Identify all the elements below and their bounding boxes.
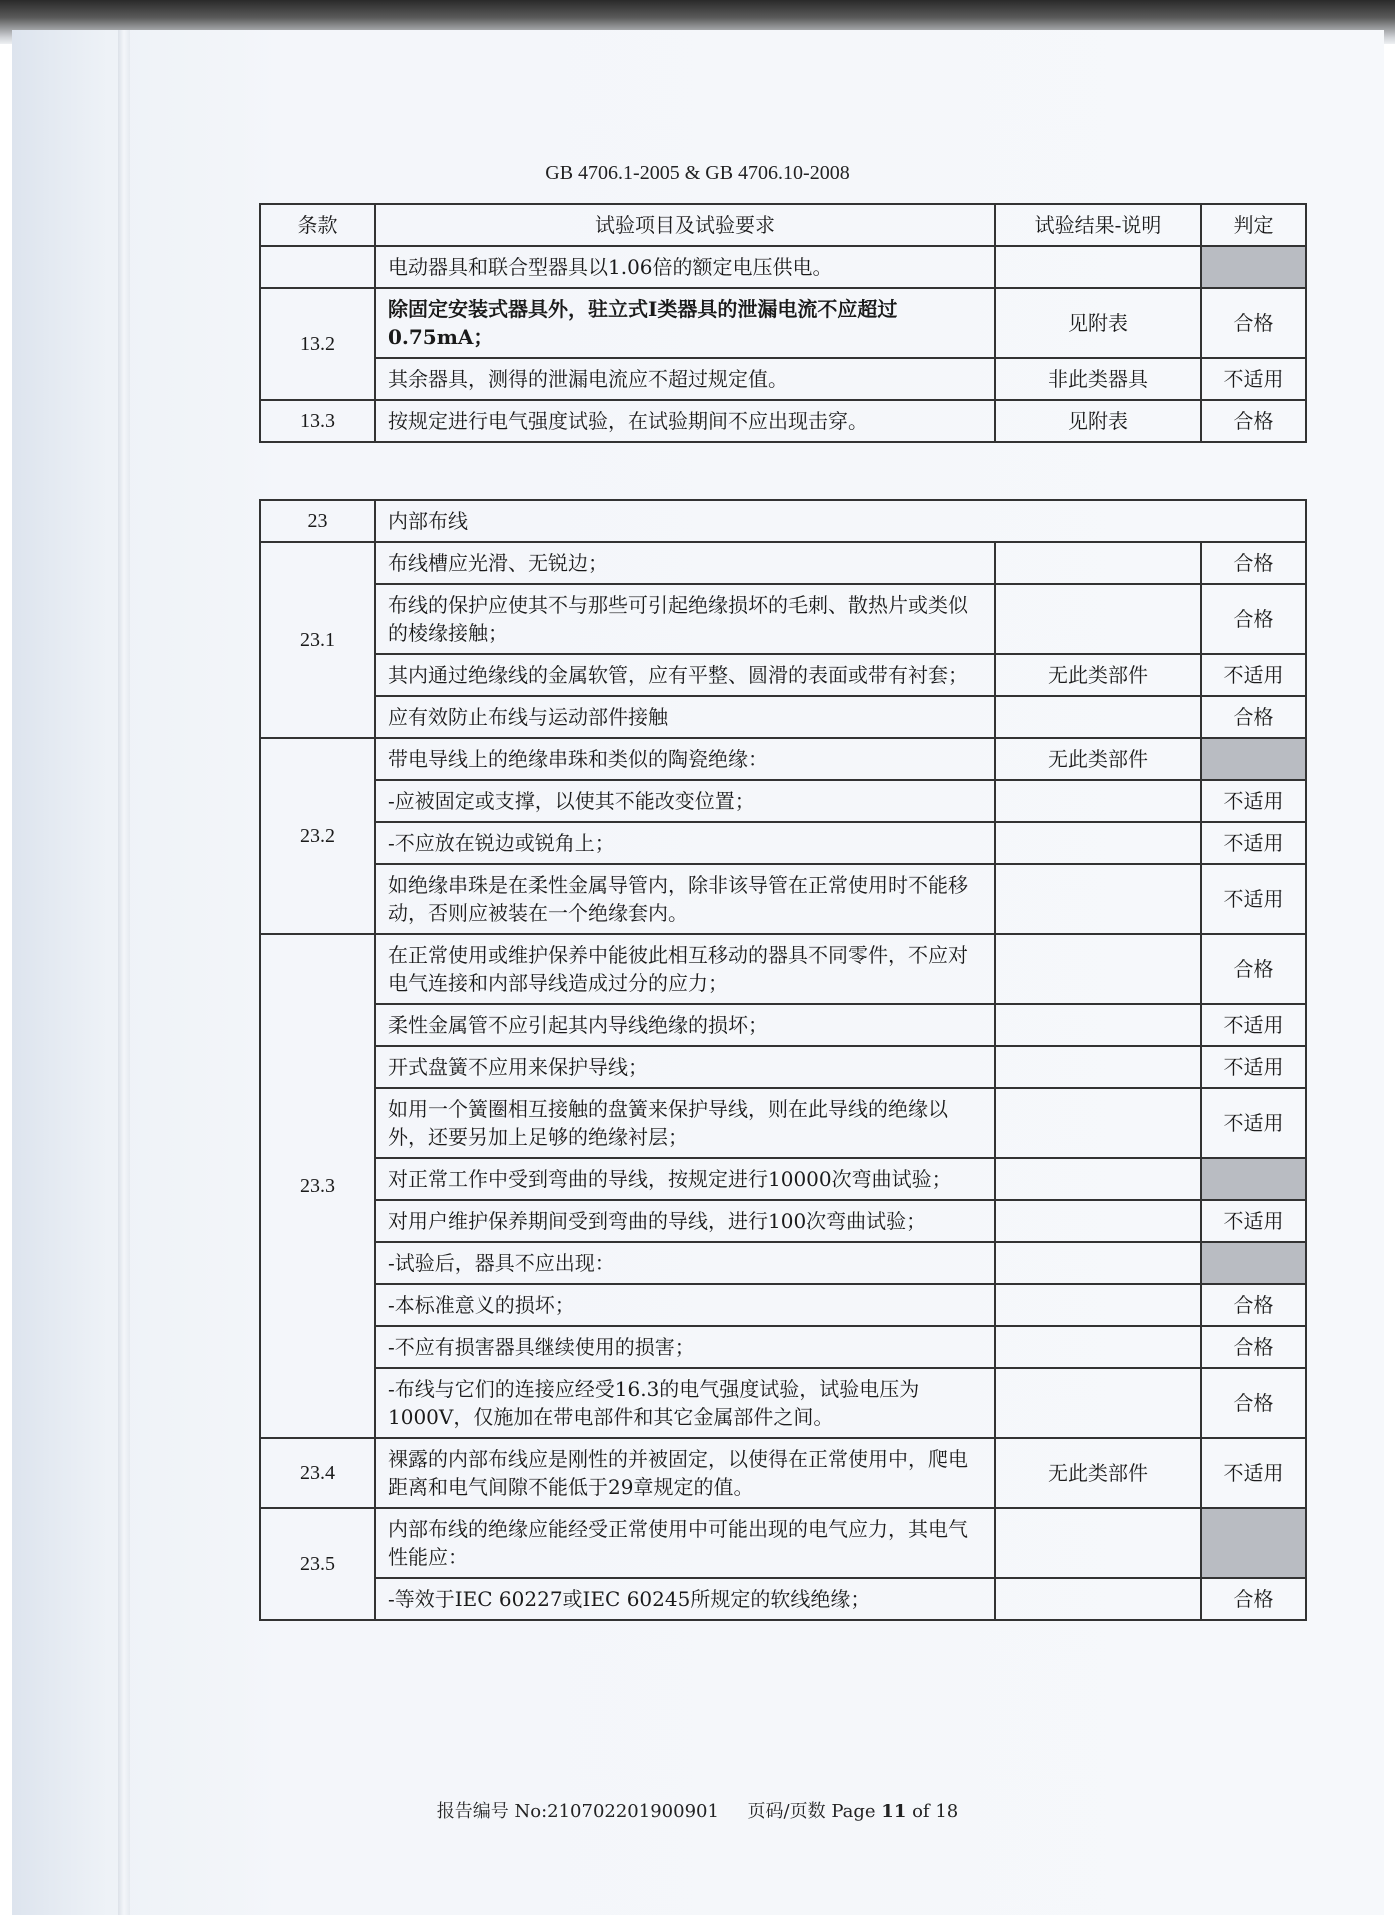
verdict-cell: 合格	[1201, 1284, 1306, 1326]
requirement-cell: -不应有损害器具继续使用的损害；	[375, 1326, 995, 1368]
table-row	[260, 1158, 1306, 1200]
requirement-cell: -不应放在锐边或锐角上；	[375, 822, 995, 864]
page-label: 页码/页数	[747, 1801, 826, 1822]
verdict-cell: 不适用	[1201, 864, 1306, 934]
section-row	[260, 500, 1306, 542]
verdict-cell: 不适用	[1201, 1004, 1306, 1046]
requirement-cell: 柔性金属管不应引起其内导线绝缘的损坏；	[375, 1004, 995, 1046]
section-clause-cell: 23	[260, 500, 375, 542]
requirement-cell: -应被固定或支撑，以使其不能改变位置；	[375, 780, 995, 822]
verdict-cell: 不适用	[1201, 1438, 1306, 1508]
result-cell	[995, 1326, 1201, 1368]
verdict-cell-shaded	[1201, 246, 1306, 288]
result-cell	[995, 542, 1201, 584]
table-row	[260, 738, 1306, 780]
verdict-cell: 合格	[1201, 542, 1306, 584]
clause-cell: 23.4	[260, 1438, 375, 1508]
table-row	[260, 1242, 1306, 1284]
requirement-cell: 带电导线上的绝缘串珠和类似的陶瓷绝缘：	[375, 738, 995, 780]
verdict-cell: 合格	[1201, 1326, 1306, 1368]
verdict-cell-shaded	[1201, 1508, 1306, 1578]
table-row	[260, 780, 1306, 822]
table-row	[260, 696, 1306, 738]
result-cell	[995, 1158, 1201, 1200]
requirement-cell: 布线的保护应使其不与那些可引起绝缘损坏的毛刺、散热片或类似的棱缘接触；	[375, 584, 995, 654]
requirement-cell: 对正常工作中受到弯曲的导线，按规定进行10000次弯曲试验；	[375, 1158, 995, 1200]
result-cell	[995, 1004, 1201, 1046]
result-cell	[995, 1242, 1201, 1284]
page-footer	[0, 1797, 1395, 1823]
result-cell	[995, 584, 1201, 654]
table-row	[260, 654, 1306, 696]
standard-header: GB 4706.1-2005 & GB 4706.10-2008	[545, 162, 850, 184]
table-row	[260, 358, 1306, 400]
requirement-cell: -布线与它们的连接应经受16.3的电气强度试验，试验电压为1000V，仅施加在带电部件和其它金属部件之间。	[375, 1368, 995, 1438]
table-row	[260, 1368, 1306, 1438]
result-cell	[995, 1046, 1201, 1088]
result-cell: 非此类器具	[995, 358, 1201, 400]
requirement-cell: 如绝缘串珠是在柔性金属导管内，除非该导管在正常使用时不能移动，否则应被装在一个绝缘套内。	[375, 864, 995, 934]
requirement-cell: 裸露的内部布线应是刚性的并被固定，以使得在正常使用中，爬电距离和电气间隙不能低于29章规定的值。	[375, 1438, 995, 1508]
verdict-cell: 不适用	[1201, 1088, 1306, 1158]
clause-cell: 23.3	[260, 934, 375, 1438]
result-cell: 无此类部件	[995, 654, 1201, 696]
requirement-cell: -本标准意义的损坏；	[375, 1284, 995, 1326]
verdict-cell: 合格	[1201, 696, 1306, 738]
requirement-cell: 除固定安装式器具外，驻立式Ⅰ类器具的泄漏电流不应超过0.75mA；	[375, 288, 995, 358]
requirement-cell: 在正常使用或维护保养中能彼此相互移动的器具不同零件，不应对电气连接和内部导线造成过分的应力；	[375, 934, 995, 1004]
result-cell	[995, 822, 1201, 864]
verdict-cell: 不适用	[1201, 780, 1306, 822]
clause-cell	[260, 246, 375, 288]
verdict-cell-shaded	[1201, 738, 1306, 780]
page-current: 11	[881, 1801, 907, 1822]
requirement-cell: 其余器具，测得的泄漏电流应不超过规定值。	[375, 358, 995, 400]
table-row	[260, 400, 1306, 442]
table-row	[260, 1508, 1306, 1578]
verdict-cell: 合格	[1201, 288, 1306, 358]
verdict-cell: 合格	[1201, 934, 1306, 1004]
result-cell: 见附表	[995, 288, 1201, 358]
requirement-cell: 如用一个簧圈相互接触的盘簧来保护导线，则在此导线的绝缘以外，还要另加上足够的绝缘衬层；	[375, 1088, 995, 1158]
clause-table-13	[259, 203, 1307, 443]
verdict-cell-shaded	[1201, 1242, 1306, 1284]
verdict-cell: 不适用	[1201, 1046, 1306, 1088]
table-row	[260, 822, 1306, 864]
clause-cell: 23.5	[260, 1508, 375, 1620]
table-row	[260, 584, 1306, 654]
requirement-cell: 对用户维护保养期间受到弯曲的导线，进行100次弯曲试验；	[375, 1200, 995, 1242]
verdict-cell-shaded	[1201, 1158, 1306, 1200]
result-cell	[995, 1284, 1201, 1326]
result-cell	[995, 780, 1201, 822]
table-header-row	[260, 204, 1306, 246]
table-row	[260, 864, 1306, 934]
verdict-cell: 合格	[1201, 1578, 1306, 1620]
result-cell	[995, 1088, 1201, 1158]
requirement-cell: 电动器具和联合型器具以1.06倍的额定电压供电。	[375, 246, 995, 288]
page-fold	[118, 30, 130, 1915]
result-cell	[995, 1368, 1201, 1438]
report-number: 报告编号 No:210702201900901	[436, 1801, 719, 1822]
table-row	[260, 1326, 1306, 1368]
page-total: of 18	[912, 1801, 959, 1822]
requirement-cell: 内部布线的绝缘应能经受正常使用中可能出现的电气应力，其电气性能应：	[375, 1508, 995, 1578]
result-cell: 无此类部件	[995, 1438, 1201, 1508]
requirement-cell: -试验后，器具不应出现：	[375, 1242, 995, 1284]
verdict-cell: 不适用	[1201, 822, 1306, 864]
requirement-cell: -等效于IEC 60227或IEC 60245所规定的软线绝缘；	[375, 1578, 995, 1620]
table-row	[260, 1200, 1306, 1242]
verdict-cell: 合格	[1201, 584, 1306, 654]
result-cell	[995, 1200, 1201, 1242]
requirement-cell: 开式盘簧不应用来保护导线；	[375, 1046, 995, 1088]
table-row	[260, 1088, 1306, 1158]
verdict-cell: 不适用	[1201, 358, 1306, 400]
verdict-cell: 不适用	[1201, 654, 1306, 696]
result-cell: 无此类部件	[995, 738, 1201, 780]
clause-cell: 13.2	[260, 288, 375, 400]
verdict-cell: 不适用	[1201, 1200, 1306, 1242]
verdict-cell: 合格	[1201, 400, 1306, 442]
table-row	[260, 934, 1306, 1004]
result-cell	[995, 1578, 1201, 1620]
result-cell	[995, 246, 1201, 288]
result-cell	[995, 1508, 1201, 1578]
column-header-result: 试验结果-说明	[995, 204, 1201, 246]
table-row	[260, 1046, 1306, 1088]
table-row	[260, 1284, 1306, 1326]
section-title-cell: 内部布线	[375, 500, 1306, 542]
clause-cell: 23.2	[260, 738, 375, 934]
table-row	[260, 1578, 1306, 1620]
requirement-cell: 应有效防止布线与运动部件接触	[375, 696, 995, 738]
page-word: Page	[831, 1801, 876, 1822]
column-header-verdict: 判定	[1201, 204, 1306, 246]
clause-table-23	[259, 499, 1307, 1621]
table-row	[260, 1438, 1306, 1508]
table-row	[260, 1004, 1306, 1046]
verdict-cell: 合格	[1201, 1368, 1306, 1438]
table-row	[260, 288, 1306, 358]
column-header-clause: 条款	[260, 204, 375, 246]
result-cell: 见附表	[995, 400, 1201, 442]
requirement-cell: 布线槽应光滑、无锐边；	[375, 542, 995, 584]
clause-cell: 23.1	[260, 542, 375, 738]
result-cell	[995, 696, 1201, 738]
result-cell	[995, 864, 1201, 934]
requirement-cell: 按规定进行电气强度试验，在试验期间不应出现击穿。	[375, 400, 995, 442]
clause-cell: 13.3	[260, 400, 375, 442]
table-row	[260, 542, 1306, 584]
requirement-cell: 其内通过绝缘线的金属软管，应有平整、圆滑的表面或带有衬套；	[375, 654, 995, 696]
column-header-requirement: 试验项目及试验要求	[375, 204, 995, 246]
table-row	[260, 246, 1306, 288]
result-cell	[995, 934, 1201, 1004]
